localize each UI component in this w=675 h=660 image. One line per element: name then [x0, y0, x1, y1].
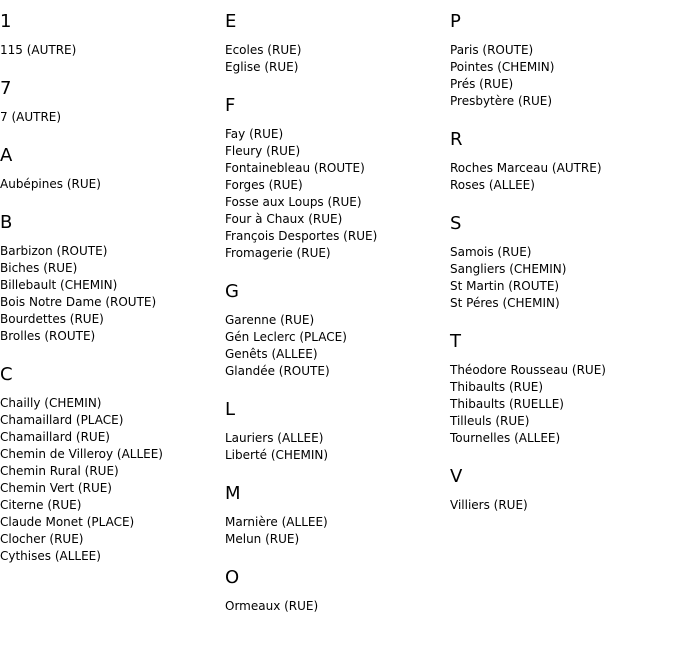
letter-heading: G [225, 281, 239, 302]
letter-group [450, 128, 670, 194]
letter-group [450, 212, 670, 312]
street-item: Théodore Rousseau (RUE) [450, 363, 606, 377]
street-item: Fay (RUE) [225, 127, 284, 141]
street-item: Lauriers (ALLEE) [225, 431, 324, 445]
street-list [450, 497, 670, 514]
letter-group [0, 10, 220, 59]
letter-group [0, 363, 220, 565]
street-item: Bois Notre Dame (ROUTE) [0, 295, 157, 309]
street-item: Brolles (ROUTE) [0, 329, 96, 343]
letter-heading: L [225, 399, 236, 420]
street-item: Ormeaux (RUE) [225, 599, 319, 613]
street-item: Eglise (RUE) [225, 60, 299, 74]
street-item: Tilleuls (RUE) [450, 414, 530, 428]
street-item: Chemin Vert (RUE) [0, 481, 112, 495]
street-item: Clocher (RUE) [0, 532, 84, 546]
street-item: Biches (RUE) [0, 261, 78, 275]
street-item: Ecoles (RUE) [225, 43, 302, 57]
street-item: Cythises (ALLEE) [0, 549, 101, 563]
street-item: Presbytère (RUE) [450, 94, 553, 108]
street-item: St Péres (CHEMIN) [450, 296, 560, 310]
letter-heading: R [450, 129, 463, 150]
street-item: Claude Monet (PLACE) [0, 515, 135, 529]
street-item: Chamaillard (PLACE) [0, 413, 124, 427]
street-list [225, 598, 445, 615]
street-item: Four à Chaux (RUE) [225, 212, 343, 226]
letter-heading: V [450, 466, 463, 487]
street-index-column-1 [0, 10, 220, 583]
street-item: Chemin Rural (RUE) [0, 464, 119, 478]
street-item: Garenne (RUE) [225, 313, 315, 327]
letter-heading: E [225, 11, 237, 32]
street-item: Chemin de Villeroy (ALLEE) [0, 447, 163, 461]
street-list [450, 160, 670, 194]
street-item: Genêts (ALLEE) [225, 347, 318, 361]
street-list [225, 514, 445, 548]
street-list [0, 395, 220, 565]
street-item: François Desportes (RUE) [225, 229, 378, 243]
street-index-column-3 [450, 10, 670, 532]
street-list [0, 243, 220, 345]
street-item: Melun (RUE) [225, 532, 300, 546]
letter-group [0, 77, 220, 126]
letter-heading: P [450, 11, 461, 32]
street-item: Pointes (CHEMIN) [450, 60, 555, 74]
street-list [0, 109, 220, 126]
street-list [450, 362, 670, 447]
street-item: Marnière (ALLEE) [225, 515, 328, 529]
letter-group [225, 280, 445, 380]
street-item: Roches Marceau (AUTRE) [450, 161, 602, 175]
street-item: Thibaults (RUE) [450, 380, 544, 394]
letter-heading: F [225, 95, 236, 116]
street-list [0, 176, 220, 193]
street-item: Billebault (CHEMIN) [0, 278, 118, 292]
street-item: Sangliers (CHEMIN) [450, 262, 567, 276]
letter-group [225, 94, 445, 262]
letter-group [225, 482, 445, 548]
letter-group [0, 144, 220, 193]
street-item: Prés (RUE) [450, 77, 514, 91]
street-item: Bourdettes (RUE) [0, 312, 104, 326]
letter-heading: B [0, 212, 13, 233]
letter-group [450, 465, 670, 514]
street-item: Villiers (RUE) [450, 498, 528, 512]
street-item: Glandée (ROUTE) [225, 364, 330, 378]
letter-group [0, 211, 220, 345]
letter-heading: C [0, 364, 13, 385]
street-item: Fosse aux Loups (RUE) [225, 195, 362, 209]
letter-group [225, 566, 445, 615]
street-item: Fromagerie (RUE) [225, 246, 331, 260]
street-list [450, 244, 670, 312]
street-item: 7 (AUTRE) [0, 110, 62, 124]
street-item: Samois (RUE) [450, 245, 532, 259]
letter-heading: T [450, 331, 461, 352]
letter-heading: M [225, 483, 241, 504]
letter-heading: 1 [0, 11, 12, 32]
street-item: Paris (ROUTE) [450, 43, 534, 57]
street-list [225, 42, 445, 76]
letter-heading: O [225, 567, 240, 588]
street-item: Gén Leclerc (PLACE) [225, 330, 347, 344]
street-item: Fleury (RUE) [225, 144, 301, 158]
street-list [225, 312, 445, 380]
street-item: Thibaults (RUELLE) [450, 397, 564, 411]
street-list [0, 42, 220, 59]
street-item: St Martin (ROUTE) [450, 279, 560, 293]
street-list [225, 430, 445, 464]
street-item: Tournelles (ALLEE) [450, 431, 561, 445]
street-item: Aubépines (RUE) [0, 177, 101, 191]
street-item: Roses (ALLEE) [450, 178, 535, 192]
street-item: 115 (AUTRE) [0, 43, 77, 57]
street-item: Forges (RUE) [225, 178, 303, 192]
letter-group [450, 10, 670, 110]
letter-heading: A [0, 145, 13, 166]
letter-group [225, 398, 445, 464]
letter-heading: S [450, 213, 462, 234]
street-list [450, 42, 670, 110]
letter-heading: 7 [0, 78, 12, 99]
street-item: Liberté (CHEMIN) [225, 448, 329, 462]
street-item: Chamaillard (RUE) [0, 430, 110, 444]
street-item: Citerne (RUE) [0, 498, 82, 512]
street-item: Chailly (CHEMIN) [0, 396, 102, 410]
street-index-column-2 [225, 10, 445, 633]
letter-group [225, 10, 445, 76]
street-list [225, 126, 445, 262]
letter-group [450, 330, 670, 447]
street-item: Barbizon (ROUTE) [0, 244, 108, 258]
street-item: Fontainebleau (ROUTE) [225, 161, 365, 175]
